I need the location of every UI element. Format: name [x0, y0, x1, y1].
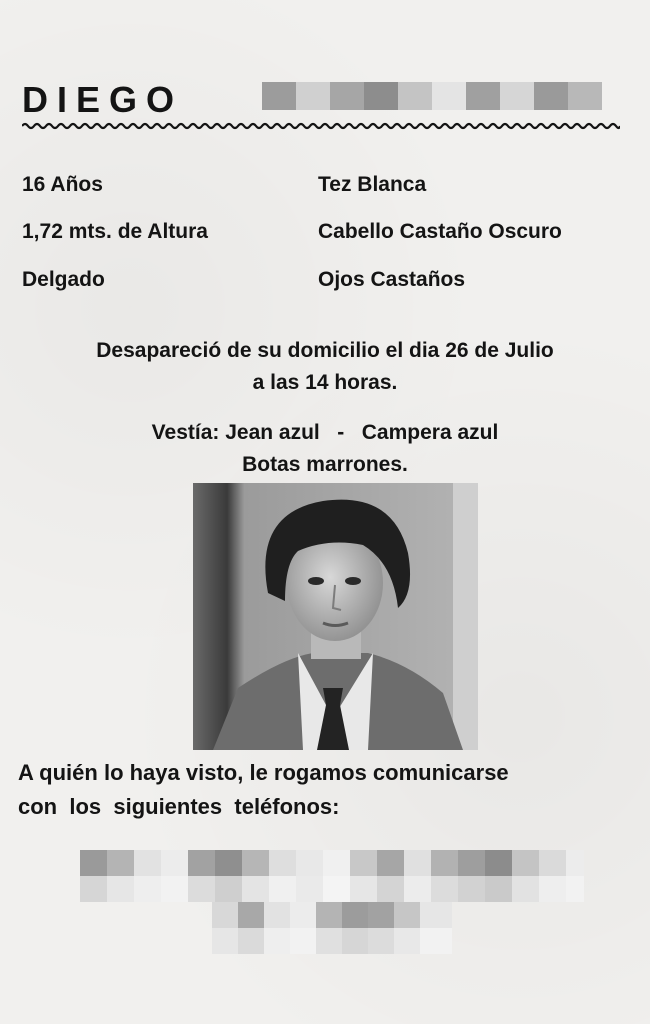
attr-eyes: Ojos Castaños: [318, 268, 466, 291]
person-name: DIEGO: [22, 79, 184, 120]
decorative-wavy-rule: [22, 122, 620, 130]
redacted-phone-line-1: [80, 850, 584, 902]
disappearance-line-1: Desapareció de su domicilio el dia 26 de Julio: [96, 339, 554, 362]
disappearance-line-2: a las 14 horas.: [252, 371, 398, 394]
attr-age: 16 Años: [22, 173, 103, 196]
attr-build: Delgado: [22, 268, 105, 291]
person-photo: [193, 483, 478, 750]
attr-complexion: Tez Blanca: [318, 173, 427, 196]
redacted-surname: [262, 82, 602, 110]
attr-height: 1,72 mts. de Altura: [22, 220, 208, 243]
appeal-line-2: con los siguientes teléfonos:: [18, 794, 340, 819]
appeal-line-1: A quién lo haya visto, le rogamos comunicarse: [18, 760, 509, 785]
clothing-line-1: Vestía: Jean azul - Campera azul: [151, 421, 499, 444]
attr-hair: Cabello Castaño Oscuro: [318, 220, 562, 243]
redacted-phone-line-2: [212, 902, 452, 954]
clothing-line-2: Botas marrones.: [242, 453, 408, 476]
